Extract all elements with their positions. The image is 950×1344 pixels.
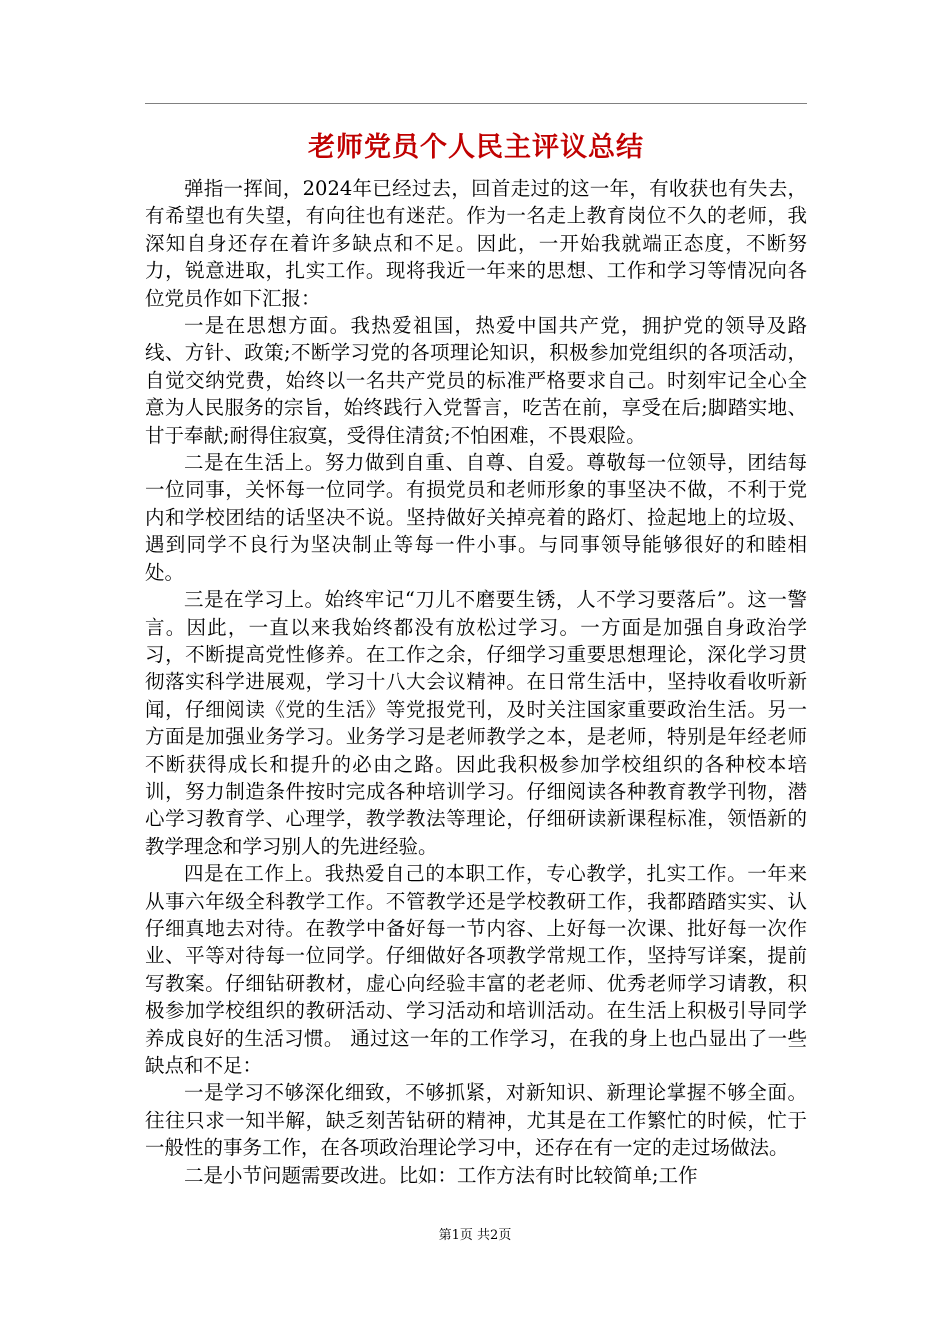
header-rule (145, 103, 807, 104)
paragraph-study: 三是在学习上。始终牢记“刀儿不磨要生锈，人不学习要落后”。这一警言。因此，一直以来我始终都没有放松过学习。一方面是加强自身政治学习，不断提高党性修养。在工作之余，仔细学习重要思想理论，深化学习贯彻落实科学进展观，学习十八大会议精神。在日常生活中，坚持收看收听新闻，仔细阅读《党的生活》等党报党刊，及时关注国家重要政治生活。另一方面是加强业务学习。业务学习是老师教学之本，是老师，特别是年经老师不断获得成长和提升的必由之路。因此我积极参加学校组织的各种校本培训，努力制造条件按时完成各种培训学习。仔细阅读各种教育教学刊物，潜心学习教育学、心理学，教学教法等理论，仔细研读新课程标准，领悟新的教学理念和学习别人的先进经验。 (145, 588, 807, 858)
paragraph-intro: 弹指一挥间，2024年已经过去，回首走过的这一年，有收获也有失去，有希望也有失望，有向往也有迷茫。作为一名走上教育岗位不久的老师，我深知自身还存在着许多缺点和不足。因此，一开始我就端正态度，不断努力，锐意进取，扎实工作。现将我近一年来的思想、工作和学习等情况向各位党员作如下汇报： (145, 177, 807, 310)
paragraph-life: 二是在生活上。努力做到自重、自尊、自爱。尊敬每一位领导，团结每一位同事，关怀每一位同学。有损党员和老师形象的事坚决不做，不利于党内和学校团结的话坚决不说。坚持做好关掉亮着的路灯、捡起地上的垃圾、遇到同学不良行为坚决制止等每一件小事。与同事领导能够很好的和睦相处。 (145, 451, 807, 584)
document-title: 老师党员个人民主评议总结 (308, 132, 644, 163)
paragraph-work: 四是在工作上。我热爱自己的本职工作，专心教学，扎实工作。一年来从事六年级全科教学工作。不管教学还是学校教研工作，我都踏踏实实、认仔细真地去对待。在教学中备好每一节内容、上好每一次课、批好每一次作业、平等对待每一位同学。仔细做好各项教学常规工作，坚持写详案，提前写教案。仔细钻研教材，虚心向经验丰富的老老师、优秀老师学习请教，积极参加学校组织的教研活动、学习活动和培训活动。在生活上积极引导同学养成良好的生活习惯。 通过这一年的工作学习，在我的身上也凸显出了一些缺点和不足： (145, 862, 807, 1077)
page-number: 第1页 共2页 (438, 1228, 512, 1243)
document-body (145, 175, 807, 1189)
paragraph-thought: 一是在思想方面。我热爱祖国，热爱中国共产党，拥护党的领导及路线、方针、政策;不断学习党的各项理论知识，积极参加党组织的各项活动，自觉交纳党费，始终以一名共产党员的标准严格要求自己。时刻牢记全心全意为人民服务的宗旨，始终践行入党誓言，吃苦在前，享受在后;脚踏实地、甘于奉献;耐得住寂寞，受得住清贫;不怕困难，不畏艰险。 (145, 314, 807, 447)
paragraph-shortcoming-two: 二是小节问题需要改进。比如：工作方法有时比较简单;工作 (184, 1163, 698, 1187)
paragraph-shortcoming-one: 一是学习不够深化细致，不够抓紧，对新知识、新理论掌握不够全面。往往只求一知半解，缺乏刻苦钻研的精神，尤其是在工作繁忙的时候，忙于一般性的事务工作，在各项政治理论学习中，还存在有一定的走过场做法。 (145, 1081, 807, 1160)
